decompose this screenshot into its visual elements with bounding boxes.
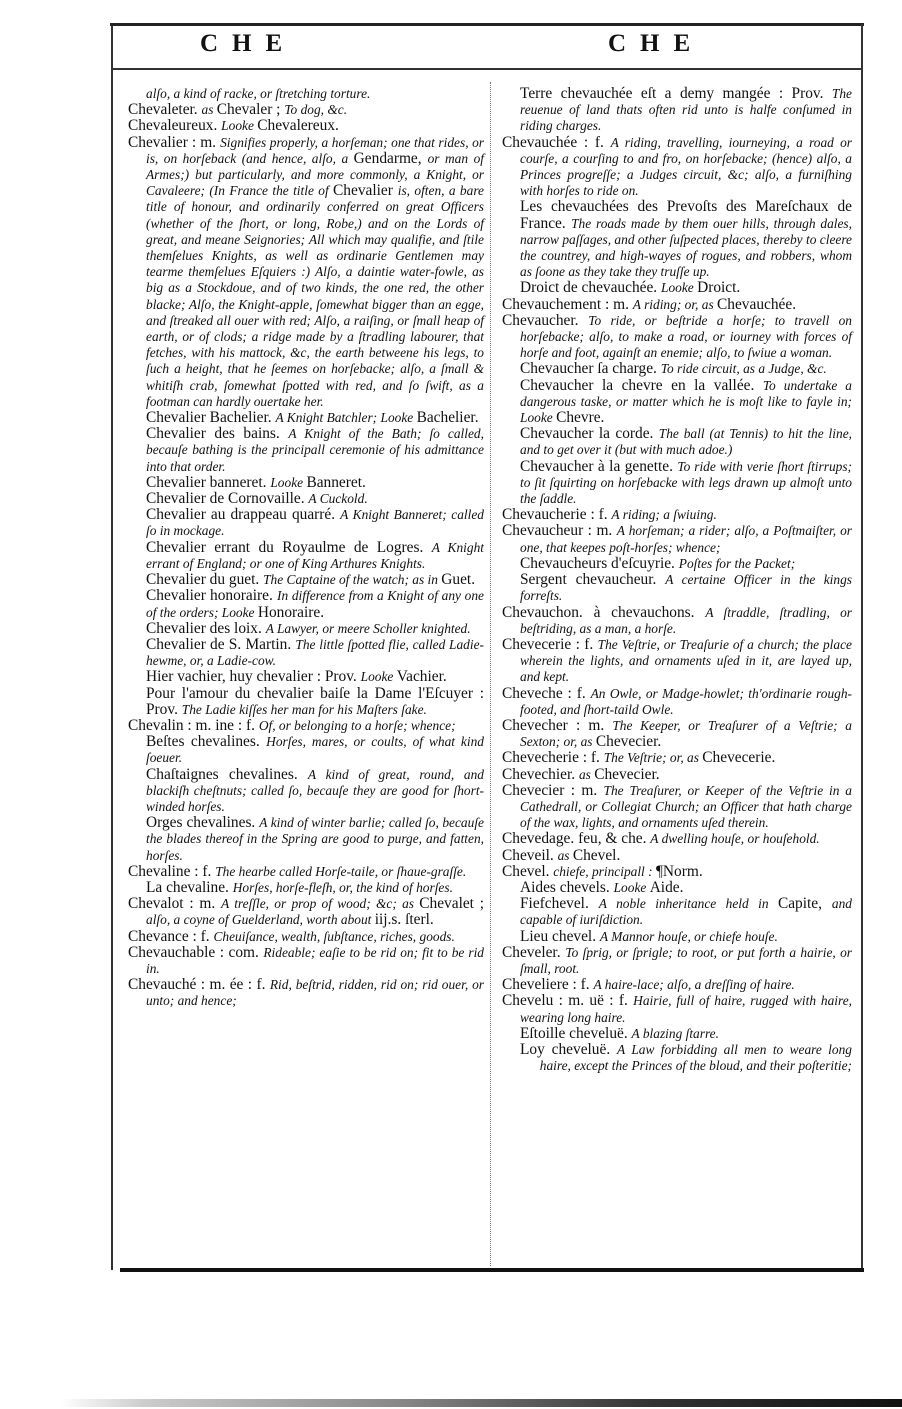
headword: Chevalier de Cornovaille. — [146, 490, 309, 508]
dictionary-entry — [502, 297, 852, 313]
headword: Chevecier : m. — [502, 781, 604, 799]
dictionary-subentry — [128, 426, 484, 475]
definition: Cheuiſance, wealth, ſubſtance, riches, goods. — [213, 928, 455, 944]
headword: Beſtes chevalines. — [146, 733, 267, 751]
dictionary-entry — [128, 977, 484, 1009]
definition: Looke — [661, 280, 698, 296]
headword: Chevaucheurs d'eſcuyrie. — [520, 554, 679, 572]
definition: as — [578, 766, 595, 782]
definition: A dwelling houſe, or houſehold. — [650, 831, 820, 847]
definition: Poſtes for the Packet; — [678, 555, 796, 571]
headword: Cheveliere : f. — [502, 976, 594, 994]
definition: The Keeper, or Treaſurer of a Veſtrie; a Sexton; or, as — [520, 717, 852, 750]
dictionary-entry — [502, 135, 852, 200]
dictionary-subentry — [502, 1042, 852, 1074]
definition: The Captaine of the watch; as in — [263, 572, 442, 588]
headword: Chevaucher à la genette. — [520, 457, 678, 475]
headword: Chevalier Bachelier. — [146, 409, 276, 427]
headword: Pour l'amour du chevalier baiſe la Dame l'Eſcuyer : Prov. — [146, 684, 484, 718]
scan-edge-artifact — [60, 1399, 902, 1407]
headword: Chevauchable : com. — [128, 943, 264, 961]
dictionary-entry — [502, 313, 852, 362]
definition: A Knight errant of England; or one of King Arthures Knights. — [146, 539, 485, 571]
definition: A riding, travelling, iourneying, a road or courſe, a courſing to and fro, on horſebacke; (hence) alſo, a Princes progreſſe; a Judges circuit, &c; alſo, a furniſhing with horſes to ride on. — [520, 134, 852, 199]
dictionary-entry — [502, 848, 852, 864]
headword: Sergent chevaucheur. — [520, 571, 666, 589]
definition: alſo, a coyne of Guelderland, worth about — [146, 912, 375, 928]
dictionary-entry — [502, 507, 852, 523]
dictionary-subentry — [502, 896, 852, 928]
dictionary-entry — [502, 523, 852, 555]
definition: A Mannor houſe, or chiefe houſe. — [599, 928, 778, 944]
definition: Horſes, horſe-fleſh, or, the kind of horſes. — [232, 879, 453, 895]
dictionary-subentry — [128, 507, 484, 539]
cross-reference: ¶Norm. — [655, 862, 703, 880]
headword: Eſtoille cheveluë. — [520, 1024, 632, 1042]
page-frame-right-rule — [861, 24, 863, 1270]
dictionary-subentry — [128, 686, 484, 718]
dictionary-subentry — [502, 199, 852, 280]
definition: chiefe, principall : — [553, 863, 656, 879]
headword: Chevaucher ſa charge. — [520, 360, 661, 378]
headword: Cheveler. — [502, 943, 566, 961]
dictionary-subentry — [128, 815, 484, 864]
definition: A kind of winter barlie; called ſo, becauſe the blades thereof in the Spring are good to purge, and fatten, horſes. — [146, 815, 484, 863]
dictionary-entry — [502, 831, 852, 847]
dictionary-entry — [128, 718, 484, 734]
cross-reference: Guet. — [441, 571, 476, 589]
headword: Loy cheveluë. — [520, 1040, 618, 1058]
definition: and capable of iuriſdiction. — [520, 896, 852, 928]
definition: A certaine Officer in the kings forreſts. — [520, 572, 852, 604]
headword: Chevauchon. à chevauchons. — [502, 603, 706, 621]
headword: Chevel. — [502, 862, 554, 880]
cross-reference: Chevre. — [556, 409, 605, 427]
headword: Chevalier banneret. — [146, 473, 271, 491]
page-frame-left-rule — [111, 26, 113, 1270]
running-head-right: CHE — [608, 30, 705, 57]
headword: Fiefchevel. — [520, 895, 599, 913]
definition: A Law forbidding all men to weare long haire, except the Princes of the bloud, and their poſteritie; — [539, 1041, 852, 1074]
definition: The Veſtrie, or Treaſurie of a church; the place wherein the lights, and ornaments uſed in it, are layed up, and kept. — [520, 636, 852, 685]
cross-reference: Gendarme, — [353, 149, 428, 167]
definition: Hairie, full of haire, rugged with haire, wearing long haire. — [520, 993, 852, 1025]
definition: A kind of great, round, and blackiſh cheſtnuts; called ſo, becauſe they are good for ſhort-winded horſes. — [146, 766, 484, 814]
dictionary-subentry — [502, 880, 852, 896]
definition: Of, or belonging to a horſe; whence; — [258, 717, 456, 733]
headword: Hier vachier, huy chevalier : Prov. — [146, 668, 361, 686]
dictionary-entry — [502, 718, 852, 750]
headword: Chevecherie : f. — [502, 749, 604, 767]
page-frame-top-rule — [110, 23, 864, 26]
headword: Chevedage. feu, & che. — [502, 830, 651, 848]
headword: Chevaleureux. — [128, 117, 222, 135]
definition: The reuenue of land thats often rid unto is halfe conſumed in riding charges. — [520, 86, 852, 134]
definition: Horſes, mares, or coults, of what kind ſoeuer. — [146, 734, 484, 766]
headword: Aides chevels. — [520, 878, 614, 896]
dictionary-subentry — [502, 280, 852, 296]
header-rule — [112, 68, 862, 70]
headword: Chevalier au drappeau quarré. — [146, 506, 341, 524]
definition: A Knight of the Bath; ſo called, becauſe bathing is the principall ceremonie of his admittance into that order. — [146, 426, 484, 474]
dictionary-subentry — [128, 734, 484, 766]
definition: The ball (at Tennis) to hit the line, and to get over it (but with much adoe.) — [520, 426, 852, 458]
dictionary-entry — [128, 135, 484, 410]
headword: Chevaucher la chevre en la vallée. — [520, 376, 763, 394]
dictionary-subentry — [128, 475, 484, 491]
page-frame-bottom-rule — [120, 1268, 864, 1272]
dictionary-entry — [128, 102, 484, 118]
entry-continuation — [128, 86, 484, 102]
definition: A Lawyer, or meere Scholler knighted. — [265, 620, 471, 636]
cross-reference: Chevalet ; — [419, 895, 484, 913]
dictionary-entry — [502, 977, 852, 993]
definition: A Knight Batchler; Looke — [275, 410, 417, 426]
definition: To dog, &c. — [284, 102, 348, 118]
headword: La chevaline. — [146, 878, 233, 896]
dictionary-subentry — [502, 572, 852, 604]
cross-reference: Chevecier. — [594, 765, 660, 783]
dictionary-entry — [128, 864, 484, 880]
definition: Rid, beſtrid, ridden, rid on; rid ouer, or unto; and hence; — [146, 977, 485, 1009]
cross-reference: Chevaler ; — [216, 101, 285, 119]
cross-reference: iij.s. ſterl. — [374, 911, 434, 929]
headword: Chevalier : m. — [128, 133, 221, 151]
definition: To ride circuit, as a Judge, &c. — [660, 361, 827, 377]
dictionary-subentry — [128, 621, 484, 637]
headword: Chevaline : f. — [128, 862, 216, 880]
definition: as — [201, 102, 217, 118]
definition: A riding; a ſwiuing. — [611, 507, 717, 523]
headword: Droict de chevauchée. — [520, 279, 662, 297]
dictionary-entry — [502, 750, 852, 766]
dictionary-entry — [502, 686, 852, 718]
definition: To ſprig, or ſprigle; to root, or put forth a hairie, or ſmall, root. — [520, 944, 852, 976]
definition: Looke — [613, 879, 650, 895]
headword: Orges chevalines. — [146, 814, 260, 832]
headword: Chevaucheur : m. — [502, 522, 617, 540]
dictionary-subentry — [128, 572, 484, 588]
definition: A riding; or, as — [632, 296, 717, 312]
headword: Chevalin : m. ine : f. — [128, 716, 259, 734]
definition: To undertake a dangerous taske, or matter which he is moſt like to fayle in; Looke — [520, 377, 852, 426]
definition: Looke — [221, 118, 258, 134]
definition: or man of Armes;) but particularly, and more commonly, a Knight, or Cavaleere; (In France the title of — [146, 150, 484, 199]
cross-reference: Chevel. — [572, 846, 621, 864]
headword: Chevalot : m. — [128, 895, 221, 913]
cross-reference: Capite, — [777, 895, 832, 913]
column-divider — [490, 82, 491, 1266]
dictionary-subentry — [128, 540, 484, 572]
headword: Chevecher : m. — [502, 716, 613, 734]
definition: In difference from a Knight of any one of the orders; Looke — [146, 588, 485, 620]
cross-reference: Honoraire. — [257, 603, 325, 621]
dictionary-subentry — [128, 588, 484, 620]
dictionary-entry — [502, 637, 852, 686]
right-column — [502, 86, 852, 1074]
headword: Chevalier des bains. — [146, 425, 289, 443]
definition: A horſeman; a rider; alſo, a Poſtmaiſter, or one, that keepes poſt-horſes; whence; — [520, 523, 852, 555]
headword: Chevalier de S. Martin. — [146, 635, 296, 653]
headword: Chevance : f. — [128, 927, 214, 945]
dictionary-entry — [502, 993, 852, 1025]
definition: A haire-lace; alſo, a dreſſing of haire. — [593, 977, 795, 993]
definition: A treſſle, or prop of wood; &c; as — [220, 896, 420, 912]
definition: To ride with verie ſhort ſtirrups; to ſit ſquirting on horſebacke with legs drawn up almoſt unto the ſaddle. — [520, 458, 852, 507]
headword: Chaſtaignes chevalines. — [146, 765, 308, 783]
cross-reference: Chevecier. — [595, 733, 662, 751]
definition: The Treaſurer, or Keeper of the Veſtrie in a Cathedrall, or Collegiat Church; an Officer that hath charge of the wax, lights, and ornaments uſed therein. — [520, 782, 852, 831]
definition: A ſtraddle, ſtradling, or beſtriding, as a man, a horſe. — [520, 604, 852, 636]
headword: Lieu chevel. — [520, 927, 600, 945]
headword: Chevauché : m. ée : f. — [128, 976, 270, 994]
dictionary-subentry — [128, 410, 484, 426]
definition: is, often, a bare title of honour, and ordinarily conferred on great Officers (whether of the ſhort, or long, Robe,) and on the Lords of great, and meane Seignories; All which may qualifie, and ſtile themſelues Knights, as well as ordinarie Gentlemen may tearme themſelues Eſquiers :) Alſo, a daintie water-fowle, as big as a Stockdoue, and of two kinds, the one red, the other blacke; Alſo, the Knight-apple, ſomewhat bigger than an egge, and ſtreaked all ouer with red; Alſo, a raiſing, or ſmall heap of earth, or of clods; a ridge made by a ſtradling labourer, that fetches, with his mattock, &c, the earth betweene his legs, to ſuch a height, that he ſeemes on horſebacke; alſo, a ſmall & whitiſh crab, ſomewhat ſpotted with red, and ſo ſwift, as a footman can hardly ouertake her. — [146, 183, 484, 409]
definition: A Cuckold. — [308, 491, 368, 507]
cross-reference: Aide. — [649, 878, 684, 896]
running-head-left: CHE — [200, 30, 297, 57]
headword: Chevaucher la corde. — [520, 425, 659, 443]
definition: The Ladie kiſſes her man for his Maſters ſake. — [181, 701, 427, 717]
dictionary-subentry — [502, 426, 852, 458]
headword: Les chevauchées des Prevoſts des Mareſchaux de France. — [520, 198, 852, 232]
headword: Chevauchée : f. — [502, 133, 611, 151]
dictionary-subentry — [128, 767, 484, 816]
left-column — [128, 86, 484, 1010]
definition: The hearbe called Horſe-taile, or ſhaue-graſſe. — [215, 863, 467, 879]
definition: A Knight Banneret; called ſo in mockage. — [146, 507, 485, 539]
cross-reference: Banneret. — [306, 473, 366, 491]
cross-reference: Droict. — [697, 279, 741, 297]
dictionary-subentry — [502, 459, 852, 508]
definition: A noble inheritance held in — [598, 896, 778, 912]
headword: Chevechier. — [502, 765, 579, 783]
headword: Chevaleter. — [128, 101, 202, 119]
headword: Chevalier des loix. — [146, 619, 266, 637]
definition: as — [557, 847, 573, 863]
definition: To ride, or beſtride a horſe; to travell on horſebacke; alſo, to make a road, or iourney with forces of horſe and foot, againſt an enemie; alſo, to ſwiue a woman. — [520, 312, 852, 361]
dictionary-entry — [128, 896, 484, 928]
headword: Chevalier errant du Royaulme de Logres. — [146, 538, 432, 556]
dictionary-subentry — [128, 637, 484, 669]
headword: Chevauchement : m. — [502, 295, 633, 313]
dictionary-subentry — [128, 880, 484, 896]
dictionary-entry — [502, 864, 852, 880]
definition: Signifies properly, a horſeman; one that rides, or is, on horſeback (and hence, alſo, a — [146, 134, 485, 166]
dictionary-entry — [502, 767, 852, 783]
definition: Looke — [270, 474, 307, 490]
headword: Chevalier honoraire. — [146, 587, 278, 605]
cross-reference: Chevauchée. — [717, 295, 797, 313]
dictionary-subentry — [502, 556, 852, 572]
cross-reference: Bachelier. — [416, 409, 479, 427]
dictionary-subentry — [502, 378, 852, 427]
headword: Chevecerie : f. — [502, 635, 598, 653]
definition: alſo, a kind of racke, or ſtretching torture. — [146, 86, 371, 101]
dictionary-subentry — [502, 86, 852, 135]
cross-reference: Chevalereux. — [257, 117, 339, 135]
dictionary-subentry — [502, 929, 852, 945]
headword: Chevelu : m. uë : f. — [502, 992, 634, 1010]
headword: Chevaucherie : f. — [502, 506, 612, 524]
dictionary-subentry — [502, 1026, 852, 1042]
headword: Cheveche : f. — [502, 684, 591, 702]
headword: Chevalier du guet. — [146, 571, 264, 589]
dictionary-subentry — [128, 669, 484, 685]
cross-reference: Chevalier — [333, 182, 398, 200]
dictionary-entry — [502, 605, 852, 637]
dictionary-entry — [502, 783, 852, 832]
definition: Looke — [360, 669, 397, 685]
definition: Rideable; eaſie to be rid on; fit to be rid in. — [146, 944, 484, 976]
dictionary-entry — [128, 118, 484, 134]
definition: The roads made by them ouer hills, through dales, narrow paſſages, and other ſuſpected places, thereby to cleere the countrey, and high-wayes of rogues, and robbers, whom as ſoone as they take they truſſe up. — [520, 215, 852, 280]
dictionary-subentry — [128, 491, 484, 507]
dictionary-entry — [128, 929, 484, 945]
cross-reference: Chevecerie. — [702, 749, 776, 767]
dictionary-subentry — [502, 361, 852, 377]
dictionary-entry — [128, 945, 484, 977]
definition: An Owle, or Madge-howlet; th'ordinarie rough-footed, and ſhort-taild Owle. — [520, 685, 853, 717]
dictionary-entry — [502, 945, 852, 977]
headword: Chevaucher. — [502, 311, 589, 329]
headword: Cheveil. — [502, 846, 558, 864]
definition: A blazing ſtarre. — [631, 1025, 719, 1041]
definition: The little ſpotted flie, called Ladie-hewme, or, a Ladie-cow. — [146, 636, 484, 669]
headword: Terre chevauchée eſt a demy mangée : Prov. — [520, 85, 832, 102]
definition: The Veſtrie; or, as — [603, 750, 703, 766]
cross-reference: Vachier. — [396, 668, 447, 686]
